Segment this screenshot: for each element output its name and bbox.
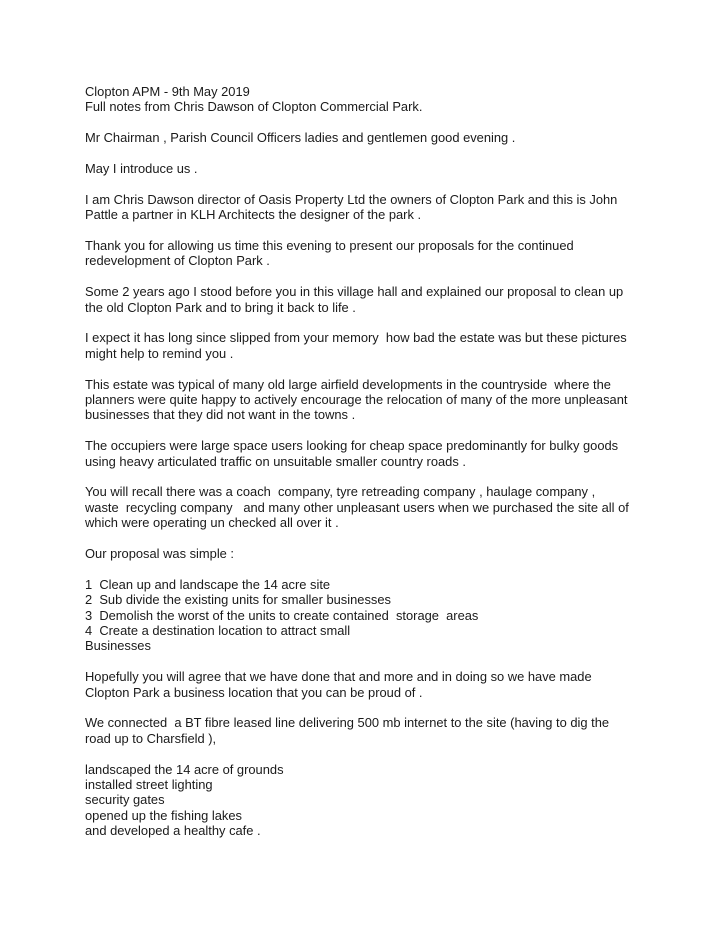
text-line: using heavy articulated traffic on unsuitable smaller country roads . xyxy=(85,453,466,469)
text-line: Clopton APM - 9th May 2019 xyxy=(85,84,250,99)
text-line: We connected a BT fibre leased line delivering 500 mb internet to the site (having to dig the xyxy=(85,715,610,731)
paragraph xyxy=(85,762,645,839)
text-line: 1 Clean up and landscape the 14 acre site xyxy=(85,576,331,592)
text-line: Mr Chairman , Parish Council Officers ladies and gentlemen good evening . xyxy=(85,130,516,146)
text-line: road up to Charsfield ), xyxy=(85,730,217,746)
paragraph xyxy=(85,84,645,115)
text-line: This estate was typical of many old large airfield developments in the countryside where the xyxy=(85,376,611,392)
text-line: Hopefully you will agree that we have done that and more and in doing so we have made xyxy=(85,669,592,685)
document-page xyxy=(85,84,645,854)
paragraph xyxy=(85,377,645,423)
text-line: I am Chris Dawson director of Oasis Property Ltd the owners of Clopton Park and this is John xyxy=(85,191,618,207)
text-line: Businesses xyxy=(85,638,151,654)
paragraph xyxy=(85,284,645,315)
paragraph xyxy=(85,715,645,746)
paragraph xyxy=(85,669,645,700)
text-line: Our proposal was simple : xyxy=(85,546,235,562)
text-line: I expect it has long since slipped from your memory how bad the estate was but these pictures xyxy=(85,330,627,346)
text-line: You will recall there was a coach company, tyre retreading company , haulage company , xyxy=(85,484,596,500)
text-line: landscaped the 14 acre of grounds xyxy=(85,761,284,777)
paragraph xyxy=(85,330,645,361)
paragraph xyxy=(85,130,645,145)
text-line: Some 2 years ago I stood before you in this village hall and explained our proposal to clean up xyxy=(85,284,624,300)
text-line: 4 Create a destination location to attract small xyxy=(85,623,351,639)
text-line: opened up the fishing lakes xyxy=(85,807,242,823)
text-line: might help to remind you . xyxy=(85,345,234,361)
paragraph xyxy=(85,238,645,269)
text-line: planners were quite happy to actively encourage the relocation of many of the more unpleasant xyxy=(85,392,628,408)
text-line: Clopton Park a business location that you can be proud of . xyxy=(85,684,423,700)
text-line: and developed a healthy cafe . xyxy=(85,823,261,839)
text-line: 3 Demolish the worst of the units to create contained storage areas xyxy=(85,607,479,623)
text-line: the old Clopton Park and to bring it back to life . xyxy=(85,299,356,315)
paragraph xyxy=(85,577,645,654)
paragraph xyxy=(85,161,645,176)
text-line: Pattle a partner in KLH Architects the designer of the park . xyxy=(85,207,422,223)
text-line: Full notes from Chris Dawson of Clopton Commercial Park. xyxy=(85,99,423,115)
paragraph xyxy=(85,438,645,469)
text-line: 2 Sub divide the existing units for smaller businesses xyxy=(85,592,391,608)
text-line: May I introduce us . xyxy=(85,161,198,176)
paragraph xyxy=(85,546,645,561)
text-line: waste recycling company and many other unpleasant users when we purchased the site all of xyxy=(85,499,629,515)
text-line: businesses that they did not want in the towns . xyxy=(85,407,356,423)
text-line: which were operating un checked all over it . xyxy=(85,515,339,531)
text-line: security gates xyxy=(85,792,165,808)
document-body xyxy=(85,84,645,839)
text-line: Thank you for allowing us time this evening to present our proposals for the continued xyxy=(85,238,574,253)
text-line: installed street lighting xyxy=(85,777,213,793)
paragraph xyxy=(85,192,645,223)
text-line: redevelopment of Clopton Park . xyxy=(85,253,270,269)
text-line: The occupiers were large space users looking for cheap space predominantly for bulky goods xyxy=(85,438,619,454)
paragraph xyxy=(85,484,645,530)
